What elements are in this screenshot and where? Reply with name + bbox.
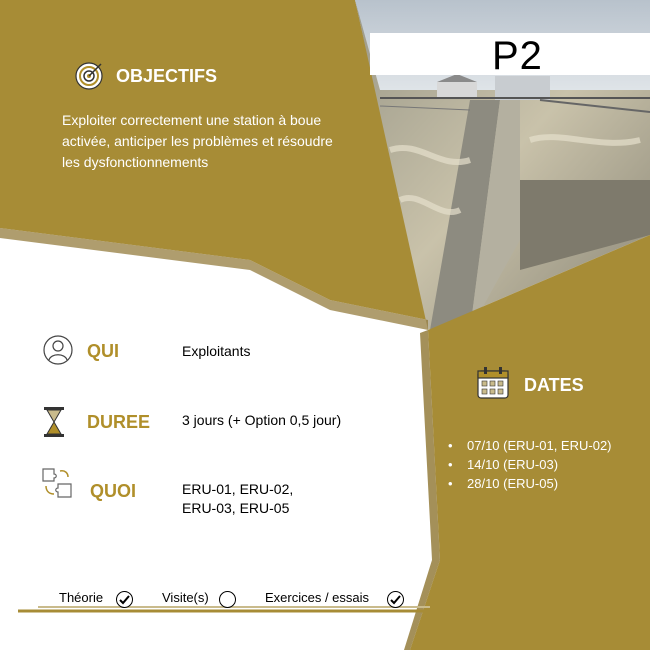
legend-visites-label: Visite(s) bbox=[162, 590, 209, 605]
quoi-label: QUOI bbox=[90, 481, 137, 501]
date-item: • 28/10 (ERU-05) bbox=[448, 474, 612, 493]
puzzle-icon bbox=[40, 466, 76, 505]
dates-list bbox=[448, 436, 612, 493]
duree-value: 3 jours (+ Option 0,5 jour) bbox=[182, 412, 342, 428]
legend-exercices-label: Exercices / essais bbox=[265, 590, 370, 605]
person-icon bbox=[42, 334, 74, 371]
date-item: • 14/10 (ERU-03) bbox=[448, 455, 612, 474]
calendar-icon bbox=[476, 366, 510, 405]
target-icon bbox=[74, 61, 104, 96]
session-code: P2 bbox=[492, 34, 543, 78]
duree-label: DUREE bbox=[87, 412, 151, 432]
hourglass-icon bbox=[43, 406, 65, 443]
objectives-title: OBJECTIFS bbox=[116, 66, 218, 86]
visites-checkbox[interactable] bbox=[219, 591, 236, 608]
legend-theorie-label: Théorie bbox=[59, 590, 104, 605]
quoi-value-line2: ERU-03, ERU-05 bbox=[182, 500, 290, 516]
theorie-checkbox[interactable] bbox=[116, 591, 133, 608]
objectives-description: Exploiter correctement une station à boue activée, anticiper les problèmes et résoudre les dysfonctionnements bbox=[62, 112, 333, 170]
date-item: • 07/10 (ERU-01, ERU-02) bbox=[448, 436, 612, 455]
qui-label: QUI bbox=[87, 341, 120, 361]
dates-title: DATES bbox=[524, 375, 584, 395]
quoi-value-line1: ERU-01, ERU-02, bbox=[182, 481, 294, 497]
exercices-checkbox[interactable] bbox=[387, 591, 404, 608]
qui-value: Exploitants bbox=[182, 343, 251, 359]
